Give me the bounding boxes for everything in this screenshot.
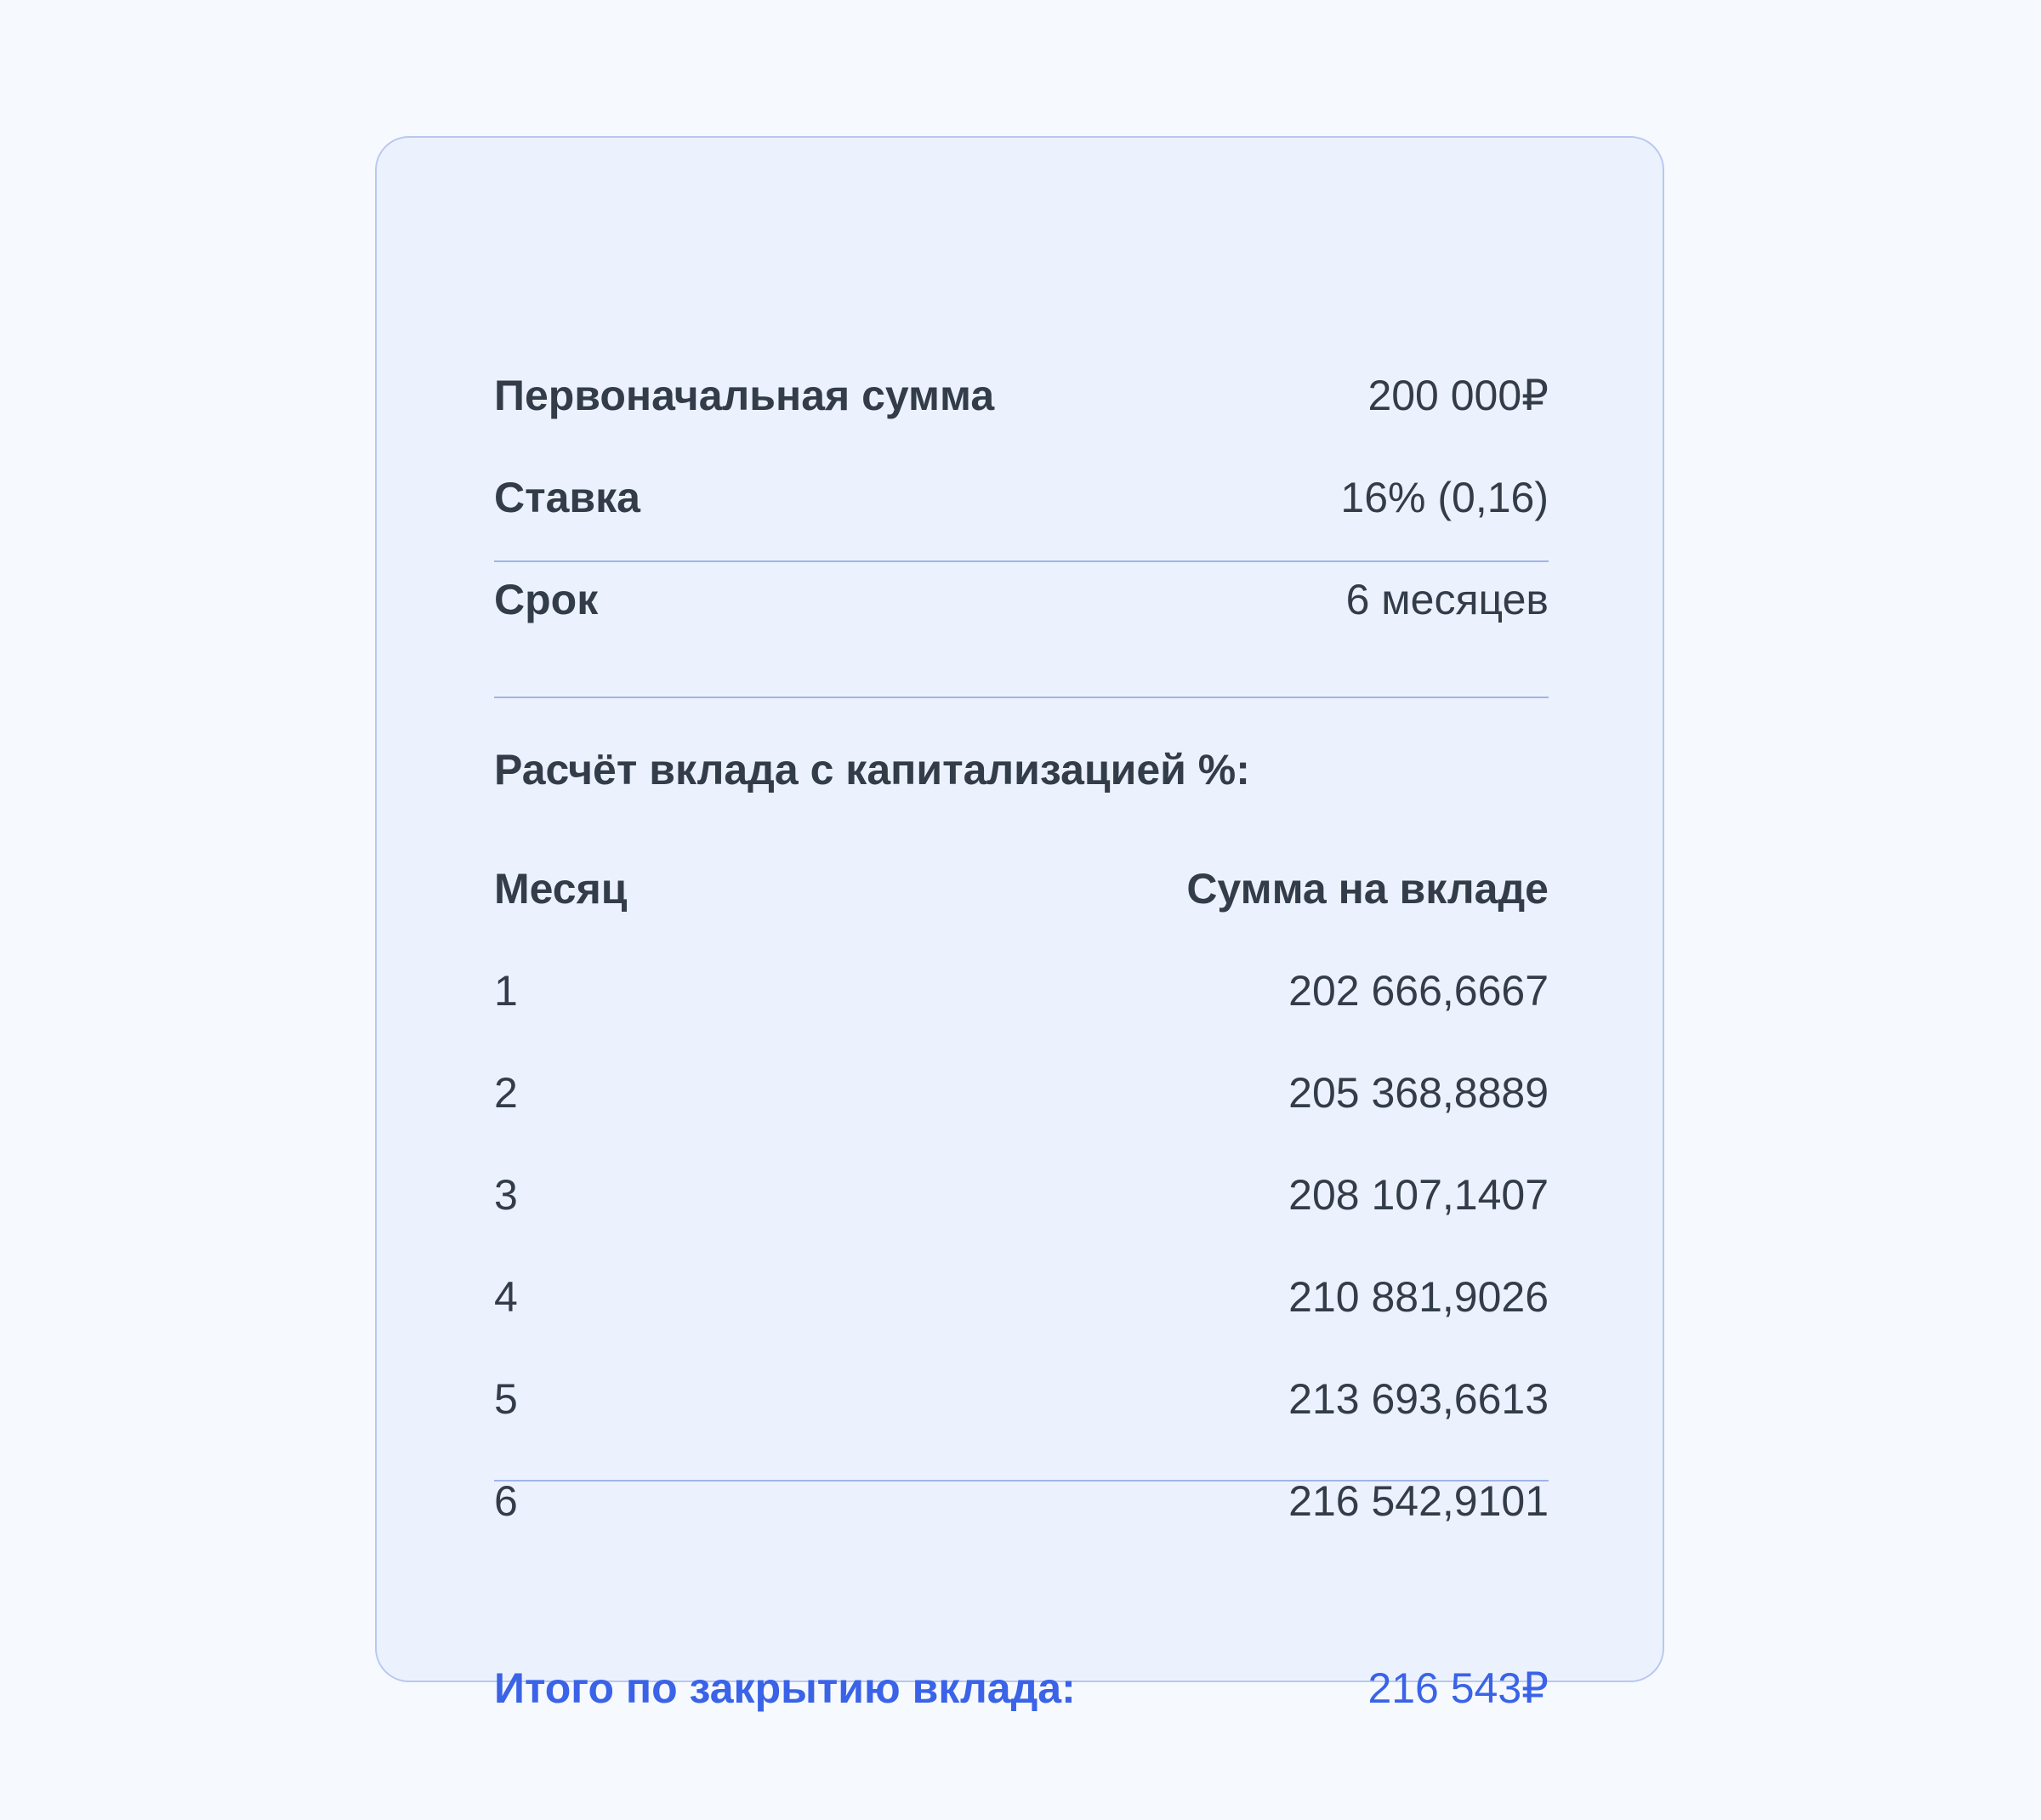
calc-section-title: Расчёт вклада с капитализацией %: — [494, 746, 1250, 793]
table-row — [494, 961, 1549, 1021]
divider — [494, 697, 1549, 698]
param-row-rate — [494, 468, 1549, 527]
amount-cell: 213 693,6613 — [1288, 1375, 1549, 1423]
total-label: Итого по закрытию вклада: — [494, 1664, 1076, 1712]
param-row-initial-amount — [494, 366, 1549, 425]
param-row-term — [494, 570, 1549, 629]
total-row — [494, 1658, 1549, 1718]
table-header-row — [494, 859, 1549, 919]
month-cell: 5 — [494, 1375, 518, 1423]
param-label: Первоначальная сумма — [494, 372, 995, 419]
column-header-month: Месяц — [494, 865, 628, 913]
column-header-amount: Сумма на вкладе — [1186, 865, 1549, 913]
table-row — [494, 1165, 1549, 1225]
table-row — [494, 1063, 1549, 1123]
param-label: Срок — [494, 576, 599, 623]
month-cell: 2 — [494, 1069, 518, 1117]
divider — [494, 560, 1549, 562]
total-value: 216 543₽ — [1367, 1664, 1549, 1712]
param-label: Ставка — [494, 474, 640, 521]
amount-cell: 216 542,9101 — [1288, 1477, 1549, 1525]
param-value: 6 месяцев — [1345, 576, 1549, 623]
month-cell: 1 — [494, 967, 518, 1015]
month-cell: 4 — [494, 1273, 518, 1321]
month-cell: 3 — [494, 1171, 518, 1219]
amount-cell: 202 666,6667 — [1288, 967, 1549, 1015]
table-row — [494, 1267, 1549, 1327]
param-value: 200 000₽ — [1367, 372, 1549, 419]
deposit-calculation-card — [375, 136, 1664, 1712]
amount-cell: 205 368,8889 — [1288, 1069, 1549, 1117]
amount-cell: 210 881,9026 — [1288, 1273, 1549, 1321]
amount-cell: 208 107,1407 — [1288, 1171, 1549, 1219]
divider — [494, 1480, 1549, 1482]
param-value: 16% (0,16) — [1340, 474, 1549, 521]
month-cell: 6 — [494, 1477, 518, 1525]
table-row — [494, 1369, 1549, 1429]
